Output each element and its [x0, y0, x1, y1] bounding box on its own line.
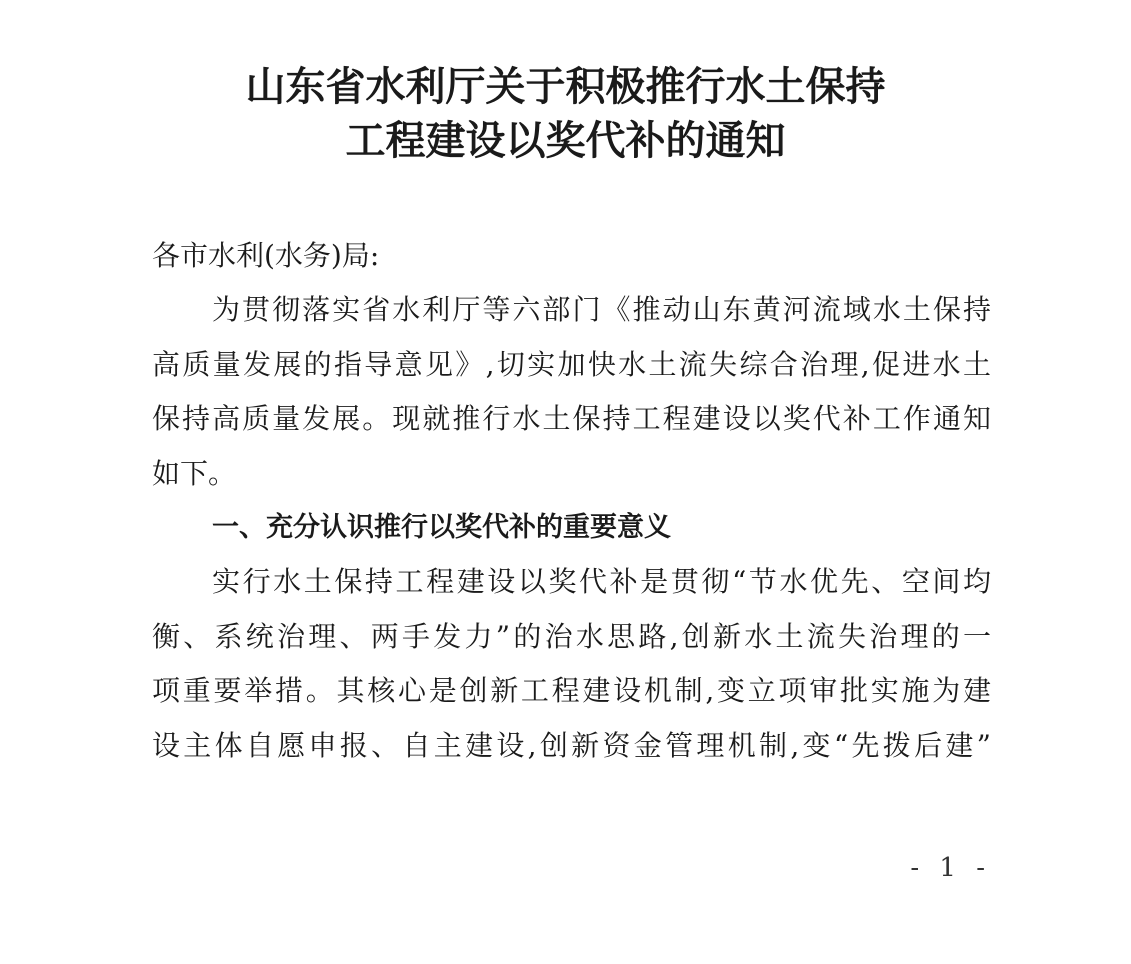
page-number: - 1 -: [910, 853, 991, 883]
paragraph-1-line-1: 为贯彻落实省水利厅等六部门《推动山东黄河流域水土保持: [212, 293, 991, 326]
document-title-line-2: 工程建设以奖代补的通知: [345, 118, 786, 164]
paragraph-2-line-4: 设主体自愿申报、自主建设,创新资金管理机制,变“先拨后建”: [152, 729, 991, 762]
document-title-line-1: 山东省水利厅关于积极推行水土保持: [245, 64, 886, 110]
paragraph-1-line-4: 如下。: [152, 457, 237, 490]
paragraph-2-line-2: 衡、系统治理、两手发力”的治水思路,创新水土流失治理的一: [152, 620, 991, 653]
paragraph-1-line-2: 高质量发展的指导意见》,切实加快水土流失综合治理,促进水土: [152, 348, 991, 381]
section-1-heading: 一、充分认识推行以奖代补的重要意义: [212, 512, 671, 543]
salutation: 各市水利(水务)局:: [152, 239, 380, 272]
paragraph-1-line-3: 保持高质量发展。现就推行水土保持工程建设以奖代补工作通知: [152, 402, 991, 435]
paragraph-2-line-1: 实行水土保持工程建设以奖代补是贯彻“节水优先、空间均: [212, 565, 991, 598]
paragraph-2-line-3: 项重要举措。其核心是创新工程建设机制,变立项审批实施为建: [152, 674, 991, 707]
